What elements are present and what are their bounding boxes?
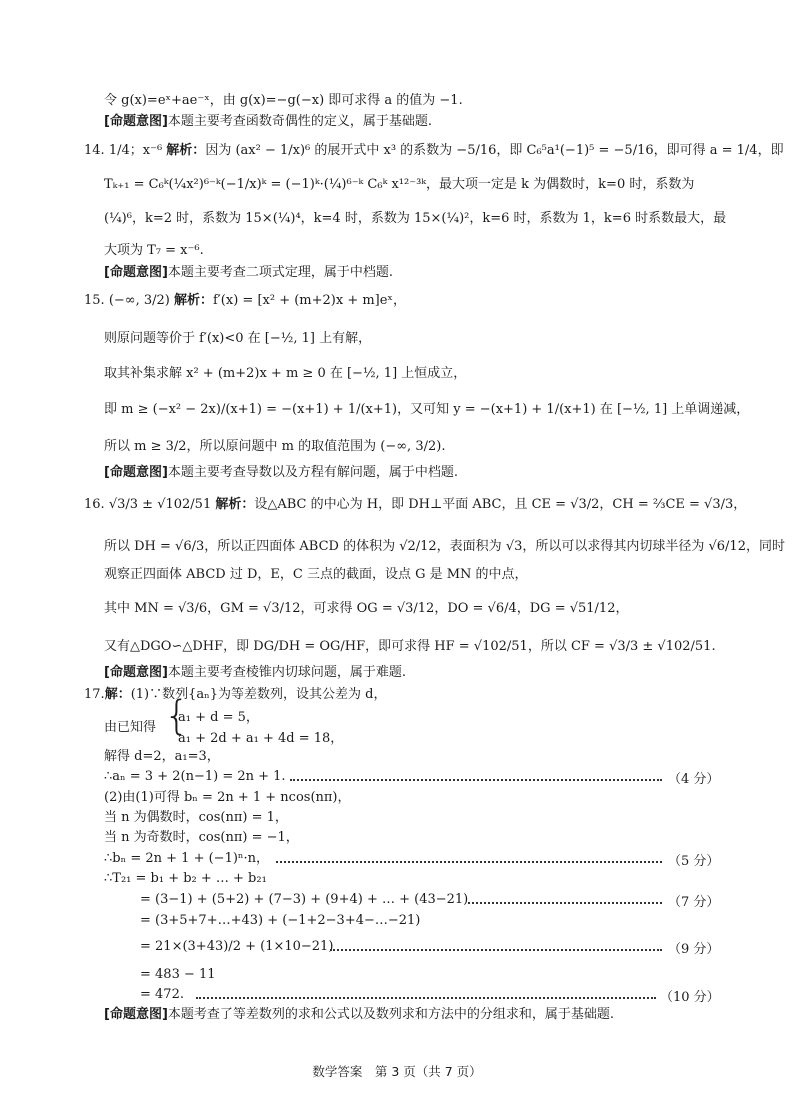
solution-line: 当 n 为奇数时，cos(nπ) = −1，: [104, 830, 299, 845]
analysis-label: 解析：: [174, 293, 214, 308]
question-number: 17.: [84, 687, 105, 702]
solution-line: 当 n 为偶数时，cos(nπ) = 1，: [104, 810, 288, 825]
solution-line: 所以 DH = √6/3，所以正四面体 ABCD 的体积为 √2/12，表面积为 √3，所以可以求得其内切球半径为 √6/12，同时: [104, 539, 785, 554]
solution-line: = 483 − 11: [140, 967, 216, 982]
intent-body: 本题主要考查二项式定理，属于中档题.: [167, 265, 394, 280]
question-number: 14.: [84, 143, 105, 158]
solution-line: 大项为 T₇ = x⁻⁶.: [104, 243, 204, 258]
intent-tag: [命题意图]: [104, 665, 168, 680]
solution-line: = 472.: [140, 987, 184, 1002]
answer-value: 1/4；x⁻⁶: [108, 143, 163, 158]
brace-icon: {: [164, 693, 190, 739]
intent-tag: [命题意图]: [104, 1007, 168, 1022]
leader-dots: [330, 949, 662, 951]
score-mark: （10 分）: [660, 990, 720, 1005]
intent-body: 本题考查了等差数列的求和公式以及数列求和方法中的分组求和，属于基础题.: [167, 1007, 615, 1022]
question-15-line1: [84, 292, 406, 310]
intent-note-14: [104, 264, 393, 282]
question-14-line1: [84, 142, 784, 160]
intent-tag: [命题意图]: [104, 114, 168, 129]
solution-line: 所以 m ≥ 3/2，所以原问题中 m 的取值范围为 (−∞, 3/2).: [104, 439, 446, 454]
score-mark: （7 分）: [668, 895, 720, 910]
given-label: 由已知得: [104, 720, 157, 735]
solution-text: (1)∵数列{aₙ}为等差数列，设其公差为 d，: [130, 687, 387, 702]
solution-text: 设△ABC 的中心为 H，即 DH⊥平面 ABC，且 CE = √3/2，CH = ⅔CE = √3/3，: [254, 497, 747, 512]
equation-system-line: a₁ + d = 5，: [178, 710, 259, 725]
solution-line: 观察正四面体 ABCD 过 D，E，C 三点的截面，设点 G 是 MN 的中点，: [104, 567, 528, 582]
answer-value: √3/3 ± √102/51: [108, 497, 212, 512]
solution-text: 因为 (ax² − 1/x)⁶ 的展开式中 x³ 的系数为 −5/16，即 C₆⁵a¹(−1)⁵ = −5/16，即可得 a = 1/4，即: [205, 143, 784, 158]
intent-note-17: [104, 1006, 614, 1024]
score-mark: （9 分）: [668, 942, 720, 957]
intent-body: 本题主要考查函数奇偶性的定义，属于基础题.: [167, 114, 433, 129]
analysis-label: 解析：: [215, 497, 255, 512]
intent-tag: [命题意图]: [104, 265, 168, 280]
solution-line: 又有△DGO∽△DHF，即 DG/DH = OG/HF，即可求得 HF = √102/51，所以 CF = √3/3 ± √102/51.: [104, 639, 716, 654]
solution-line: 令 g(x)=eˣ+ae⁻ˣ，由 g(x)=−g(−x) 即可求得 a 的值为 −1.: [104, 93, 463, 108]
page-footer: 数学答案 第 3 页（共 7 页）: [312, 1064, 482, 1079]
intent-note-16: [104, 664, 406, 682]
solution-line: (¼)⁶，k=2 时，系数为 15×(¼)⁴，k=4 时，系数为 15×(¼)²，k=6 时，系数为 1，k=6 时系数最大，最: [104, 211, 727, 226]
intent-note-15: [104, 464, 458, 482]
solution-label: 解：: [104, 687, 131, 702]
leader-dots: [290, 779, 662, 781]
solution-line: 取其补集求解 x² + (m+2)x + m ≥ 0 在 [−½, 1] 上恒成立，: [104, 366, 467, 381]
question-number: 16.: [84, 497, 105, 512]
equation-system-line: a₁ + 2d + a₁ + 4d = 18，: [178, 731, 344, 746]
solution-line: = 21×(3+43)/2 + (1×10−21): [140, 939, 334, 954]
analysis-label: 解析：: [166, 143, 206, 158]
leader-dots: [468, 902, 662, 904]
solution-line: 则原问题等价于 f′(x)<0 在 [−½, 1] 上有解，: [104, 331, 372, 346]
solution-line: (2)由(1)可得 bₙ = 2n + 1 + ncos(nπ)，: [104, 790, 351, 805]
intent-body: 本题主要考查棱锥内切球问题，属于难题.: [167, 665, 407, 680]
answer-value: (−∞, 3/2): [108, 293, 170, 308]
solution-line: 即 m ≥ (−x² − 2x)/(x+1) = −(x+1) + 1/(x+1)，又可知 y = −(x+1) + 1/(x+1) 在 [−½, 1] 上单调递减，: [104, 402, 750, 417]
intent-body: 本题主要考查导数以及方程有解问题，属于中档题.: [167, 465, 459, 480]
solution-line: ∴aₙ = 3 + 2(n−1) = 2n + 1.: [104, 769, 286, 784]
solution-line: 其中 MN = √3/6，GM = √3/12，可求得 OG = √3/12，DO = √6/4，DG = √51/12，: [104, 601, 629, 616]
solution-line: = (3−1) + (5+2) + (7−3) + (9+4) + … + (43−21): [140, 892, 469, 907]
question-16-line1: [84, 496, 746, 514]
solution-text: f′(x) = [x² + (m+2)x + m]eˣ，: [213, 293, 406, 308]
solution-line: = (3+5+7+…+43) + (−1+2−3+4−…−21): [140, 913, 421, 928]
question-number: 15.: [84, 293, 105, 308]
intent-tag: [命题意图]: [104, 465, 168, 480]
leader-dots: [196, 997, 656, 999]
solution-line: ∴T₂₁ = b₁ + b₂ + … + b₂₁: [104, 871, 267, 886]
score-mark: （4 分）: [668, 772, 720, 787]
solution-line: Tₖ₊₁ = C₆ᵏ(¼x²)⁶⁻ᵏ(−1/x)ᵏ = (−1)ᵏ·(¼)⁶⁻ᵏ C₆ᵏ x¹²⁻³ᵏ，最大项一定是 k 为偶数时，k=0 时，系数为: [104, 177, 695, 192]
question-17-line1: [84, 686, 387, 704]
leader-dots: [276, 861, 662, 863]
solution-line: ∴bₙ = 2n + 1 + (−1)ⁿ·n，: [104, 851, 270, 866]
intent-note-13: [104, 113, 432, 131]
solution-line: 解得 d=2，a₁=3，: [104, 749, 220, 764]
score-mark: （5 分）: [668, 854, 720, 869]
